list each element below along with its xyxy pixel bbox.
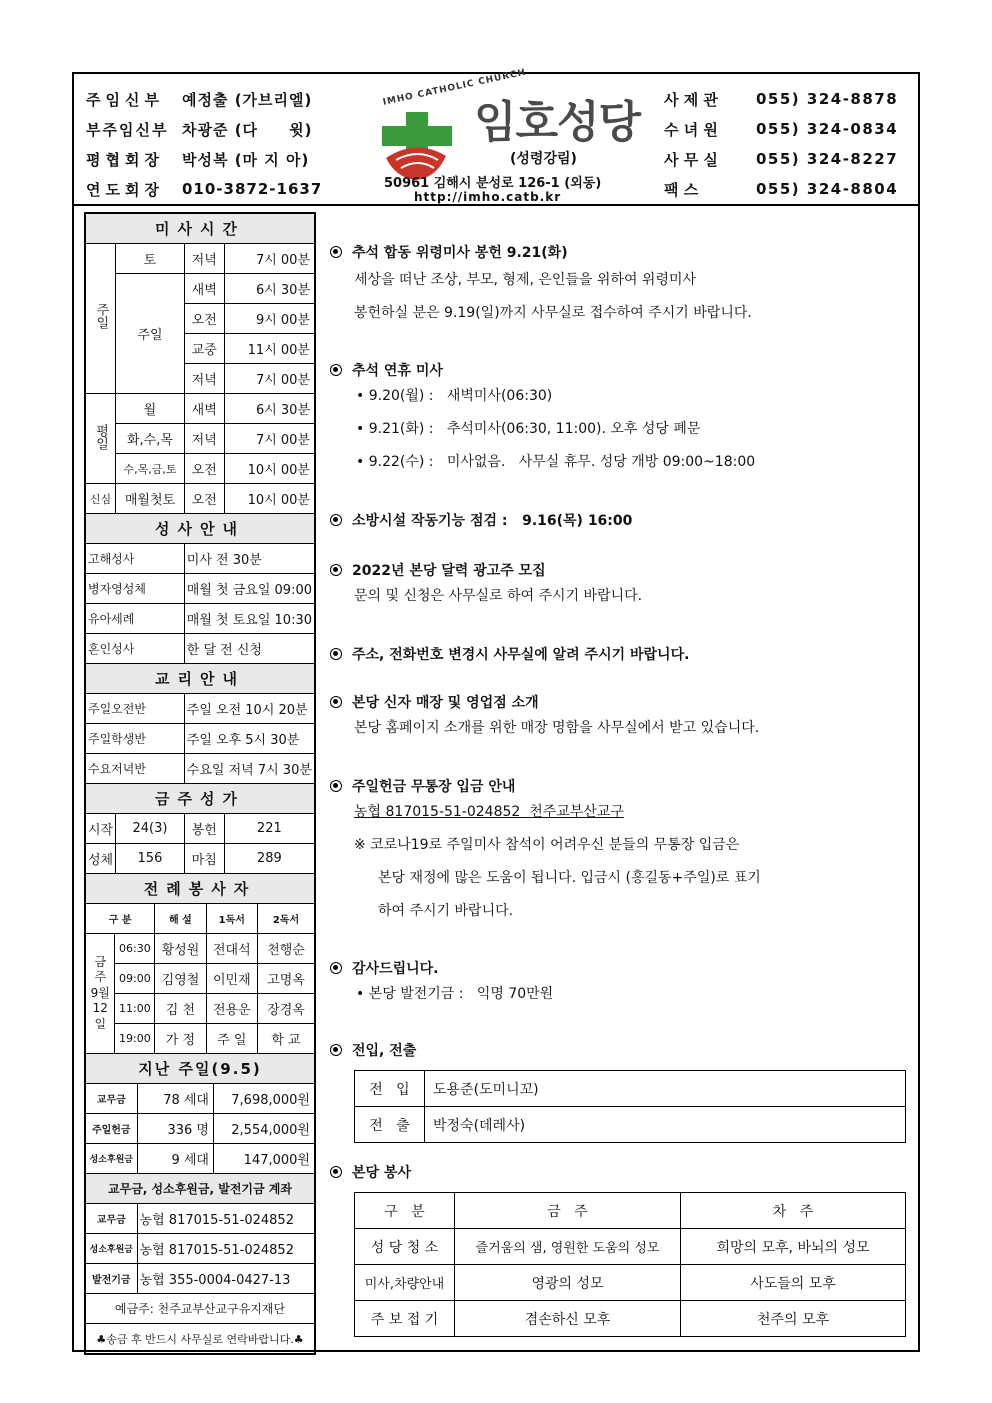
transfer-notice-section: 전입, 전출 전 입 도용준(도미니꼬) 전 출 박정숙(데레사) (330, 1040, 910, 1143)
offering-notice: 주일헌금 무통장 입금 안내 농협 817015-51-024852 천주교부산교구 ※ 코로나19로 주일미사 참석이 어려우신 분들의 무통장 입금은 본당 재정에 많은 도움이 됩니다. 입금시 (홍길동+주일)로 표기 하여 주시기 바랍니다. (330, 776, 910, 928)
accounts-title: 교무금, 성소후원금, 발전기금 계좌 (86, 1174, 315, 1204)
contact-row: 팩 스 055) 324-8804 (664, 180, 899, 199)
last-week-title: 지난 주일(9.5) (86, 1054, 315, 1084)
account-row: 성소후원금 농협 817015-51-024852 (86, 1234, 315, 1264)
thanks-notice: 감사드립니다. • 본당 발전기금 : 익명 70만원 (330, 958, 910, 1011)
finance-table (85, 1083, 315, 1354)
circle-bullet-icon (330, 648, 342, 660)
church-logo-area (374, 67, 664, 204)
clergy-row: 연도회장 010-3872-1637 (86, 180, 323, 199)
sacrament-row: 유아세례 매월 첫 토요일 10:30 (86, 604, 315, 634)
fire-inspection-notice: 소방시설 작동기능 점검 : 9.16(목) 16:00 (330, 510, 910, 530)
table-row: 미사,차량안내 영광의 성모 사도들의 모후 (355, 1265, 906, 1301)
sacrament-row: 혼인성사 한 달 전 신청 (86, 634, 315, 664)
clergy-row: 부주임신부 차광준 (다 윗) (86, 120, 313, 139)
hymn-title: 금주성가 (86, 784, 315, 814)
table-row: 구 분 금 주 차 주 (355, 1193, 906, 1229)
doctrine-row: 주일오전반 주일 오전 10시 20분 (86, 694, 315, 724)
contact-row: 사 무 실 055) 324-8227 (664, 150, 899, 169)
depositor: 예금주: 천주교부산교구유지재단 (86, 1294, 315, 1324)
sacrament-row: 병자영성체 매월 첫 금요일 09:00 (86, 574, 315, 604)
contact-row: 사 제 관 055) 324-8878 (664, 90, 899, 109)
offering-account: 농협 817015-51-024852 천주교부산교구 (354, 804, 624, 820)
service-table (354, 1192, 906, 1337)
circle-bullet-icon (330, 364, 342, 376)
header (74, 67, 918, 206)
memorial-mass-notice: 추석 합동 위령미사 봉헌 9.21(화) 세상을 떠난 조상, 부모, 형제, 은인들을 위하여 위령미사 봉헌하실 분은 9.19(일)까지 사무실로 접수하여 주시기 바랍니다. (330, 242, 910, 330)
church-english-name: IMHO CATHOLIC CHURCH (382, 67, 528, 108)
church-url[interactable]: http://imho.catb.kr (414, 190, 562, 204)
circle-bullet-icon (330, 1166, 342, 1178)
table-row: 주 보 접 기 겸손하신 모후 천주의 모후 (355, 1301, 906, 1337)
sunday-label: 주일 (86, 244, 116, 394)
circle-bullet-icon (330, 564, 342, 576)
sacrament-row: 고해성사 미사 전 30분 (86, 544, 315, 574)
doctrine-title: 교리안내 (86, 664, 315, 694)
sacrament-title: 성사안내 (86, 514, 315, 544)
finance-row: 주일헌금 336 명 2,554,000원 (86, 1114, 315, 1144)
circle-bullet-icon (330, 514, 342, 526)
servers-title: 전례봉사자 (86, 874, 315, 904)
circle-bullet-icon (330, 696, 342, 708)
address-change-notice: 주소, 전화번호 변경시 사무실에 알려 주시기 바랍니다. (330, 644, 910, 664)
church-name: 임호성당 (474, 97, 641, 148)
contact-row: 수 녀 원 055) 324-0834 (664, 120, 899, 139)
circle-bullet-icon (330, 780, 342, 792)
hymn-row: 성체 156 마침 289 (86, 844, 315, 874)
clergy-row: 주임신부 예정출 (가브리엘) (86, 90, 313, 109)
finance-row: 교무금 78 세대 7,698,000원 (86, 1084, 315, 1114)
clergy-row: 평협회장 박성복 (마 지 아) (86, 150, 310, 169)
account-row: 발전기금 농협 355-0004-0427-13 (86, 1264, 315, 1294)
calendar-ad-notice: 2022년 본당 달력 광고주 모집 문의 및 신청은 사무실로 하여 주시기 바랍니다. (330, 560, 910, 613)
servers-week: 금주 9월 12일 (86, 934, 115, 1054)
transfer-notice: ♣송금 후 반드시 사무실로 연락바랍니다.♣ (86, 1324, 315, 1354)
bulletin-page (72, 67, 920, 1352)
circle-bullet-icon (330, 246, 342, 258)
weekday-label: 평일 (86, 394, 116, 484)
mass-time-title: 미사시간 (86, 214, 315, 244)
circle-bullet-icon (330, 962, 342, 974)
clergy-list (86, 84, 376, 204)
servers-table: 구 분 해 설 1독서 2독서 금주 9월 12일 06:30 황성원 전대석 천행순 09:00 김영철 이민재 고명옥 11:00 김 천 전용운 장경옥 19:00 가 정 주 일 학 교 지난 주일(9.5) (85, 903, 315, 1084)
account-row: 교무금 농협 817015-51-024852 (86, 1204, 315, 1234)
table-row: 성 당 청 소 즐거움의 샘, 영원한 도움의 성모 희망의 모후, 바뇌의 성모 (355, 1229, 906, 1265)
transfer-table: 전 입 도용준(도미니꼬) 전 출 박정숙(데레사) (354, 1070, 906, 1143)
hymn-row: 시작 24(3) 봉헌 221 (86, 814, 315, 844)
church-subtitle: (성령강림) (510, 151, 577, 167)
holiday-mass-notice: 추석 연휴 미사 • 9.20(월) : 새벽미사(06:30) • 9.21(화) : 추석미사(06:30, 11:00). 오후 성당 폐문 • 9.22(수) : 미사없음. 사무실 휴무. 성당 개방 09:00~18:00 (330, 360, 910, 479)
sidebar (84, 212, 316, 1355)
servers-head: 구 분 해 설 1독서 2독서 (86, 904, 315, 934)
finance-row: 성소후원금 9 세대 147,000원 (86, 1144, 315, 1174)
doctrine-row: 수요저녁반 수요일 저녁 7시 30분 (86, 754, 315, 784)
circle-bullet-icon (330, 1044, 342, 1056)
contact-list (664, 84, 914, 204)
shop-intro-notice: 본당 신자 매장 및 영업점 소개 본당 홈페이지 소개를 위한 매장 명함을 사무실에서 받고 있습니다. (330, 692, 910, 745)
sidebar-table: 미사시간 주일 토 저녁 7시 00분 주일 새벽 6시 30분 오전 9시 00분 교중 11시 00분 저녁 7시 00분 평일 월 새벽 6시 30분 화,수,목 저녁 7시 00분 수,목,금,토 오전 10시 00분 신심 매월첫토 오전 10시 00분 성사안내 고해성사 미사 전 30분 병자영성체 매월 첫 금요일 09:00 유아세례 매월 첫 토요일 10:30 혼인성사 한 달 전 신청 교리안내 주일오전반 주일 오전 10시 20분 주일학생반 주일 오후 5시 30분 수요저녁반 수요일 저녁 7시 30분 금주성가 시작 24(3) 봉헌 221 성체 156 마침 289 전례봉사자 (85, 213, 315, 904)
doctrine-row: 주일학생반 주일 오후 5시 30분 (86, 724, 315, 754)
service-section: 본당 봉사 구 분 금 주 차 주 성 당 청 소 즐거움의 샘, 영원한 도움의 성모 희망의 모후, 바뇌의 성모 미사,차량안내 영광의 성모 사도들의 모후 주 보 접 기 겸손하신 모후 천주의 모후 (330, 1162, 910, 1337)
church-address: 50961 김해시 분성로 126-1 (외동) (384, 176, 602, 191)
